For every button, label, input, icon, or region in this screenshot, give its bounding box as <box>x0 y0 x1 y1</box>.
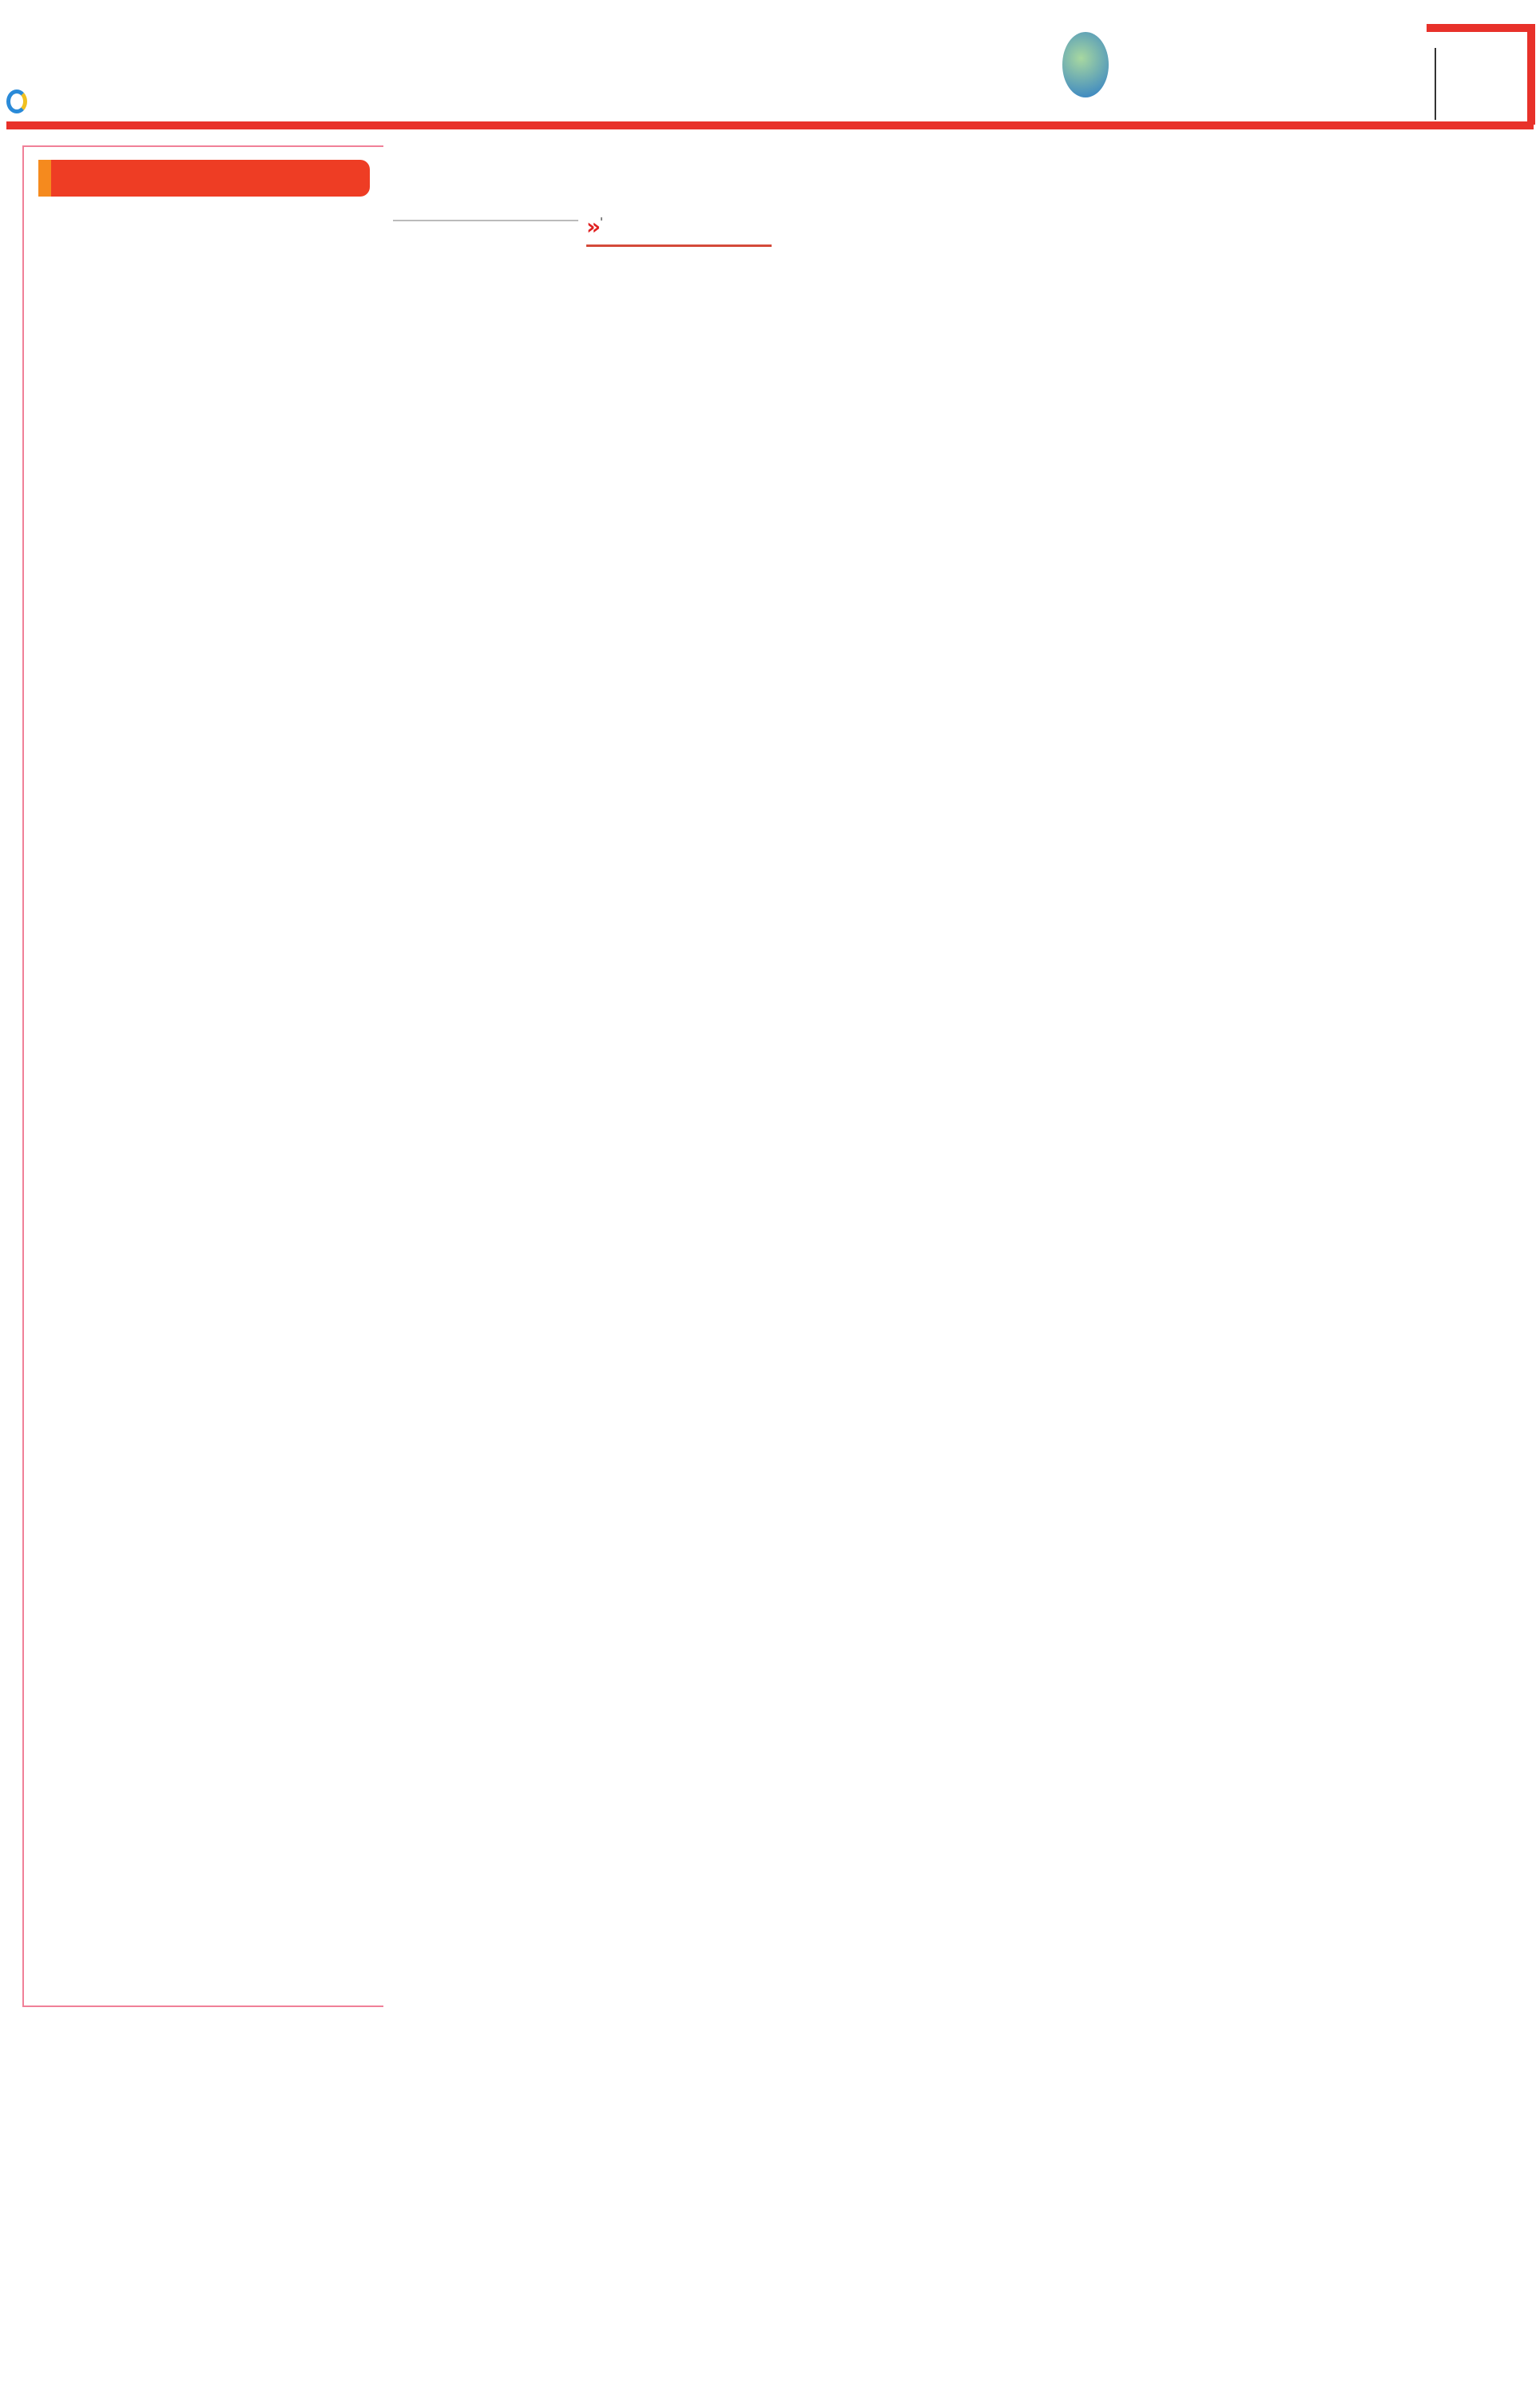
ek-najar-label <box>38 160 370 197</box>
divider <box>1435 48 1436 120</box>
newspaper-logo <box>1062 32 1115 97</box>
masthead-rule <box>6 121 1534 129</box>
lead-col-2 <box>586 213 772 269</box>
ek-najar-box <box>22 145 383 2007</box>
website-url[interactable] <box>6 89 37 113</box>
byline <box>393 217 578 221</box>
browser-e-icon <box>6 89 27 113</box>
chevron-icon: » <box>586 213 601 240</box>
lead-col-1 <box>393 217 578 225</box>
pull-quote <box>586 213 772 247</box>
logo-globe-icon <box>1062 32 1109 97</box>
briefs-column <box>37 203 379 209</box>
page-number <box>1427 24 1535 125</box>
